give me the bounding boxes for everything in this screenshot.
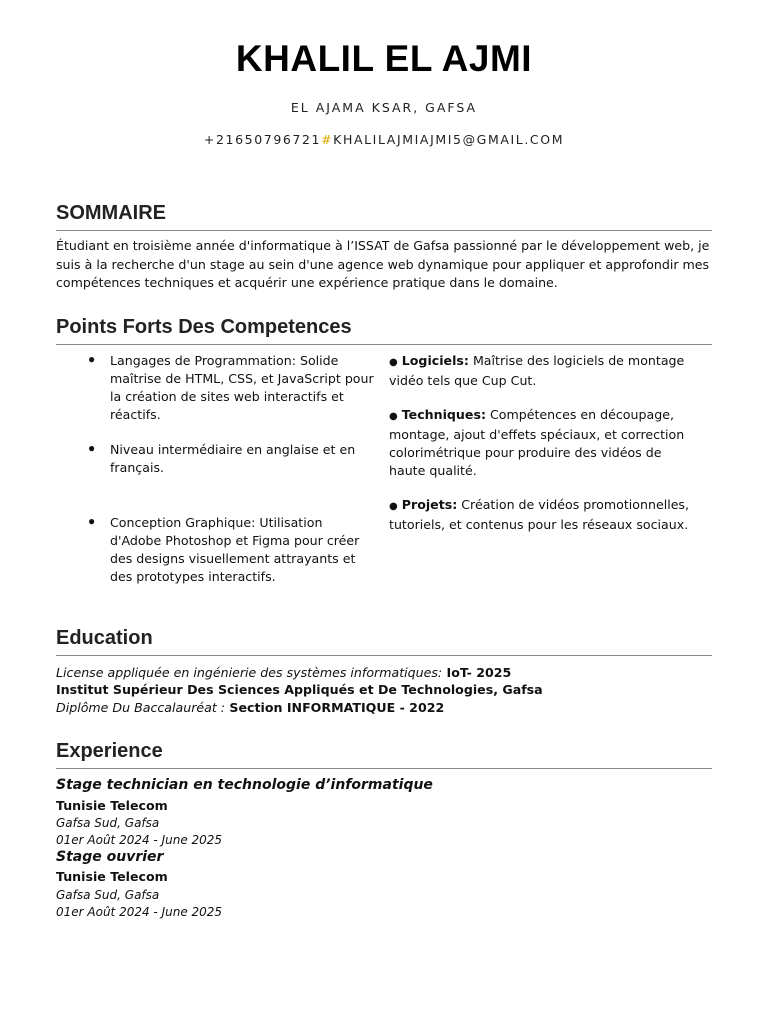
- school: Institut Supérieur Des Sciences Appliqués et De Technologies, Gafsa: [56, 682, 543, 697]
- section-title-experience: Experience: [56, 740, 163, 762]
- address: EL AJAMA KSAR, GAFSA: [290, 100, 478, 115]
- skill-item: Langages de Programmation: Solide maîtrise de HTML, CSS, et JavaScript pour la création de sites web interactifs et réactifs.: [110, 353, 374, 422]
- separator: #: [321, 132, 334, 147]
- divider: [56, 344, 712, 345]
- candidate-name: KHALIL EL AJMI: [235, 38, 533, 79]
- skill-item: Niveau intermédiaire en anglaise et en français.: [110, 442, 356, 475]
- job-location: Gafsa Sud, Gafsa: [56, 888, 160, 902]
- section-title-sommaire: SOMMAIRE: [56, 202, 166, 224]
- job-title: Stage technician en technologie d’informatique: [56, 777, 433, 793]
- phone: +21650796721: [203, 132, 322, 147]
- divider: [56, 655, 712, 656]
- divider: [56, 230, 712, 231]
- contact-line: [0, 132, 768, 147]
- job-title: Stage ouvrier: [56, 849, 164, 865]
- job-dates: 01er Août 2024 - June 2025: [56, 905, 223, 919]
- bullet-icon: ●: [88, 514, 96, 528]
- degree: License appliquée en ingénierie des systèmes informatiques: IoT- 2025: [56, 665, 512, 680]
- skill-label: Techniques:: [401, 407, 486, 422]
- skill-item: ● Techniques: Compétences en découpage, montage, ajout d'effets spéciaux, et correction colorimétrique pour produire des vidéos de haute qualité.: [389, 407, 685, 478]
- skill-item: Conception Graphique: Utilisation d'Adobe Photoshop et Figma pour créer des designs visuellement attrayants et des prototypes interactifs.: [110, 515, 360, 584]
- skill-label: Projets:: [401, 497, 458, 512]
- divider: [56, 768, 712, 769]
- job-company: Tunisie Telecom: [56, 798, 168, 813]
- bullet-icon: ●: [88, 352, 96, 366]
- email-link[interactable]: KHALILAJMIAJMI5@GMAIL.COM: [333, 132, 565, 147]
- baccalaureate: Diplôme Du Baccalauréat : Section INFORMATIQUE - 2022: [56, 700, 445, 715]
- section-title-education: Education: [56, 627, 153, 649]
- job-location: Gafsa Sud, Gafsa: [56, 816, 160, 830]
- skill-label: Logiciels:: [401, 353, 469, 368]
- job-dates: 01er Août 2024 - June 2025: [56, 833, 223, 847]
- skill-item: ● Logiciels: Maîtrise des logiciels de montage vidéo tels que Cup Cut.: [389, 353, 685, 388]
- bullet-icon: ●: [88, 441, 96, 455]
- job-company: Tunisie Telecom: [56, 869, 168, 884]
- section-title-skills: Points Forts Des Competences: [56, 316, 352, 338]
- skill-item: ● Projets: Création de vidéos promotionnelles, tutoriels, et contenus pour les réseaux sociaux.: [389, 497, 690, 532]
- summary-text: Étudiant en troisième année d'informatique à l’ISSAT de Gafsa passionné par le développement web, je suis à la recherche d'un stage au sein d'une agence web dynamique pour appliquer et approfondir mes compétences techniques et acquérir une expérience pratique dans le domaine.: [56, 238, 710, 290]
